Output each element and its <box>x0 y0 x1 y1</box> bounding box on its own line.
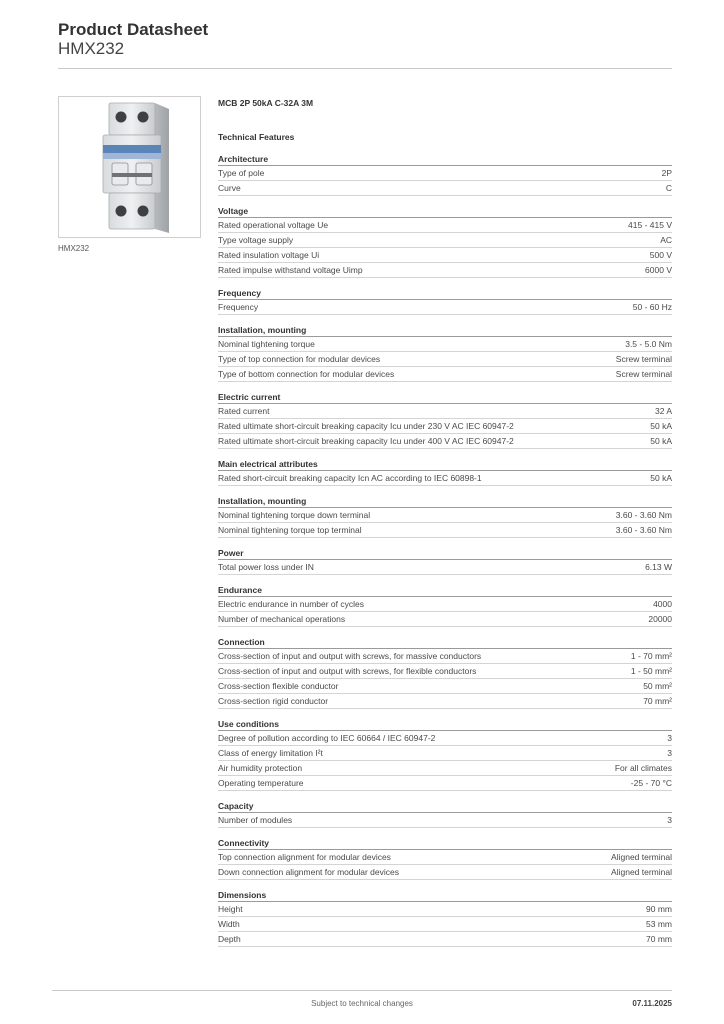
feature-section <box>218 324 672 382</box>
row-label: Air humidity protection <box>218 763 303 773</box>
row-value: 3 <box>667 815 672 825</box>
row-label: Rated ultimate short-circuit breaking capacity Icu under 230 V AC IEC 60947-2 <box>218 421 514 431</box>
row-value: Aligned terminal <box>611 852 672 862</box>
feature-section <box>218 636 672 709</box>
table-row <box>218 233 672 248</box>
row-value: 53 mm <box>646 919 672 929</box>
feature-section <box>218 391 672 449</box>
row-value: For all climates <box>614 763 672 773</box>
row-value: 1 - 50 mm² <box>630 666 672 676</box>
section-title: Power <box>218 547 672 560</box>
table-row <box>218 300 672 315</box>
section-title: Capacity <box>218 800 672 813</box>
footer-date: 07.11.2025 <box>632 999 672 1008</box>
table-row <box>218 865 672 880</box>
header-divider <box>58 68 672 69</box>
section-title: Voltage <box>218 205 672 218</box>
row-label: Number of mechanical operations <box>218 614 346 624</box>
table-row <box>218 248 672 263</box>
feature-section <box>218 458 672 486</box>
row-value: 4000 <box>653 599 672 609</box>
row-value: 50 kA <box>650 436 672 446</box>
row-label: Cross-section of input and output with screws, for massive conductors <box>218 651 482 661</box>
circuit-breaker-illustration <box>59 97 200 237</box>
row-value: 2P <box>661 168 672 178</box>
feature-section <box>218 547 672 575</box>
row-label: Class of energy limitation I²t <box>218 748 323 758</box>
section-title: Endurance <box>218 584 672 597</box>
table-row <box>218 523 672 538</box>
row-label: Rated short-circuit breaking capacity Icn AC according to IEC 60898-1 <box>218 473 482 483</box>
row-label: Frequency <box>218 302 259 312</box>
table-row <box>218 850 672 865</box>
row-value: 50 kA <box>650 421 672 431</box>
row-label: Width <box>218 919 240 929</box>
row-label: Cross-section of input and output with screws, for flexible conductors <box>218 666 477 676</box>
technical-content <box>218 96 672 947</box>
row-label: Operating temperature <box>218 778 304 788</box>
row-value: 3.60 - 3.60 Nm <box>615 510 672 520</box>
row-value: 70 mm² <box>643 696 672 706</box>
row-value: 6.13 W <box>645 562 672 572</box>
table-row <box>218 218 672 233</box>
feature-section <box>218 287 672 315</box>
table-row <box>218 612 672 627</box>
table-row <box>218 367 672 382</box>
table-row <box>218 761 672 776</box>
row-value: 20000 <box>648 614 672 624</box>
row-label: Height <box>218 904 243 914</box>
table-row <box>218 694 672 709</box>
table-row <box>218 731 672 746</box>
row-value: 415 - 415 V <box>628 220 672 230</box>
page-title: Product Datasheet <box>58 20 209 39</box>
product-name: MCB 2P 50kA C-32A 3M <box>218 98 314 108</box>
row-label: Type of bottom connection for modular devices <box>218 369 395 379</box>
section-title: Electric current <box>218 391 672 404</box>
table-row <box>218 597 672 612</box>
row-value: 3.60 - 3.60 Nm <box>615 525 672 535</box>
section-title: Dimensions <box>218 889 672 902</box>
row-value: Aligned terminal <box>611 867 672 877</box>
technical-features-heading: Technical Features <box>218 132 295 142</box>
row-label: Rated impulse withstand voltage Uimp <box>218 265 363 275</box>
row-value: 70 mm <box>646 934 672 944</box>
feature-section <box>218 584 672 627</box>
table-row <box>218 746 672 761</box>
table-row <box>218 649 672 664</box>
table-row <box>218 508 672 523</box>
row-value: 50 - 60 Hz <box>632 302 672 312</box>
row-value: 500 V <box>649 250 672 260</box>
section-title: Architecture <box>218 153 672 166</box>
product-reference: HMX232 <box>58 39 125 58</box>
row-value: 50 mm² <box>643 681 672 691</box>
table-row <box>218 166 672 181</box>
row-label: Depth <box>218 934 241 944</box>
table-row <box>218 337 672 352</box>
row-label: Total power loss under IN <box>218 562 314 572</box>
row-label: Rated current <box>218 406 270 416</box>
row-value: 32 A <box>654 406 672 416</box>
feature-section <box>218 889 672 947</box>
row-label: Number of modules <box>218 815 293 825</box>
row-label: Rated insulation voltage Ui <box>218 250 320 260</box>
image-caption: HMX232 <box>58 244 90 253</box>
row-label: Electric endurance in number of cycles <box>218 599 364 609</box>
row-label: Cross-section rigid conductor <box>218 696 329 706</box>
table-row <box>218 181 672 196</box>
row-label: Type of top connection for modular devices <box>218 354 381 364</box>
feature-section <box>218 837 672 880</box>
table-row <box>218 776 672 791</box>
row-value: 3 <box>667 733 672 743</box>
row-value: 90 mm <box>646 904 672 914</box>
table-row <box>218 263 672 278</box>
table-row <box>218 419 672 434</box>
row-label: Nominal tightening torque down terminal <box>218 510 371 520</box>
row-value: 3 <box>667 748 672 758</box>
section-title: Installation, mounting <box>218 495 672 508</box>
row-label: Type of pole <box>218 168 265 178</box>
row-label: Degree of pollution according to IEC 60664 / IEC 60947-2 <box>218 733 436 743</box>
feature-section <box>218 800 672 828</box>
section-title: Use conditions <box>218 718 672 731</box>
section-title: Connection <box>218 636 672 649</box>
row-label: Curve <box>218 183 241 193</box>
product-image <box>58 96 201 238</box>
table-row <box>218 679 672 694</box>
feature-section <box>218 495 672 538</box>
row-value: 1 - 70 mm² <box>630 651 672 661</box>
feature-sections <box>218 153 672 947</box>
row-value: 3.5 - 5.0 Nm <box>625 339 672 349</box>
row-value: 6000 V <box>645 265 672 275</box>
section-title: Installation, mounting <box>218 324 672 337</box>
row-label: Nominal tightening torque top terminal <box>218 525 362 535</box>
table-row <box>218 560 672 575</box>
feature-section <box>218 718 672 791</box>
table-row <box>218 434 672 449</box>
row-label: Top connection alignment for modular devices <box>218 852 391 862</box>
table-row <box>218 932 672 947</box>
row-value: 50 kA <box>650 473 672 483</box>
section-title: Connectivity <box>218 837 672 850</box>
row-value: Screw terminal <box>615 354 672 364</box>
row-label: Down connection alignment for modular devices <box>218 867 399 877</box>
table-row <box>218 664 672 679</box>
row-value: Screw terminal <box>615 369 672 379</box>
row-label: Rated operational voltage Ue <box>218 220 329 230</box>
footer-divider <box>52 990 672 991</box>
row-value: -25 - 70 °C <box>630 778 672 788</box>
table-row <box>218 471 672 486</box>
table-row <box>218 352 672 367</box>
row-label: Rated ultimate short-circuit breaking capacity Icu under 400 V AC IEC 60947-2 <box>218 436 514 446</box>
table-row <box>218 917 672 932</box>
table-row <box>218 902 672 917</box>
section-title: Frequency <box>218 287 672 300</box>
row-label: Nominal tightening torque <box>218 339 315 349</box>
table-row <box>218 813 672 828</box>
feature-section <box>218 153 672 196</box>
feature-section <box>218 205 672 278</box>
table-row <box>218 404 672 419</box>
section-title: Main electrical attributes <box>218 458 672 471</box>
row-label: Cross-section flexible conductor <box>218 681 339 691</box>
row-value: C <box>665 183 672 193</box>
row-value: AC <box>660 235 672 245</box>
footer-note: Subject to technical changes <box>311 999 413 1008</box>
row-label: Type voltage supply <box>218 235 294 245</box>
